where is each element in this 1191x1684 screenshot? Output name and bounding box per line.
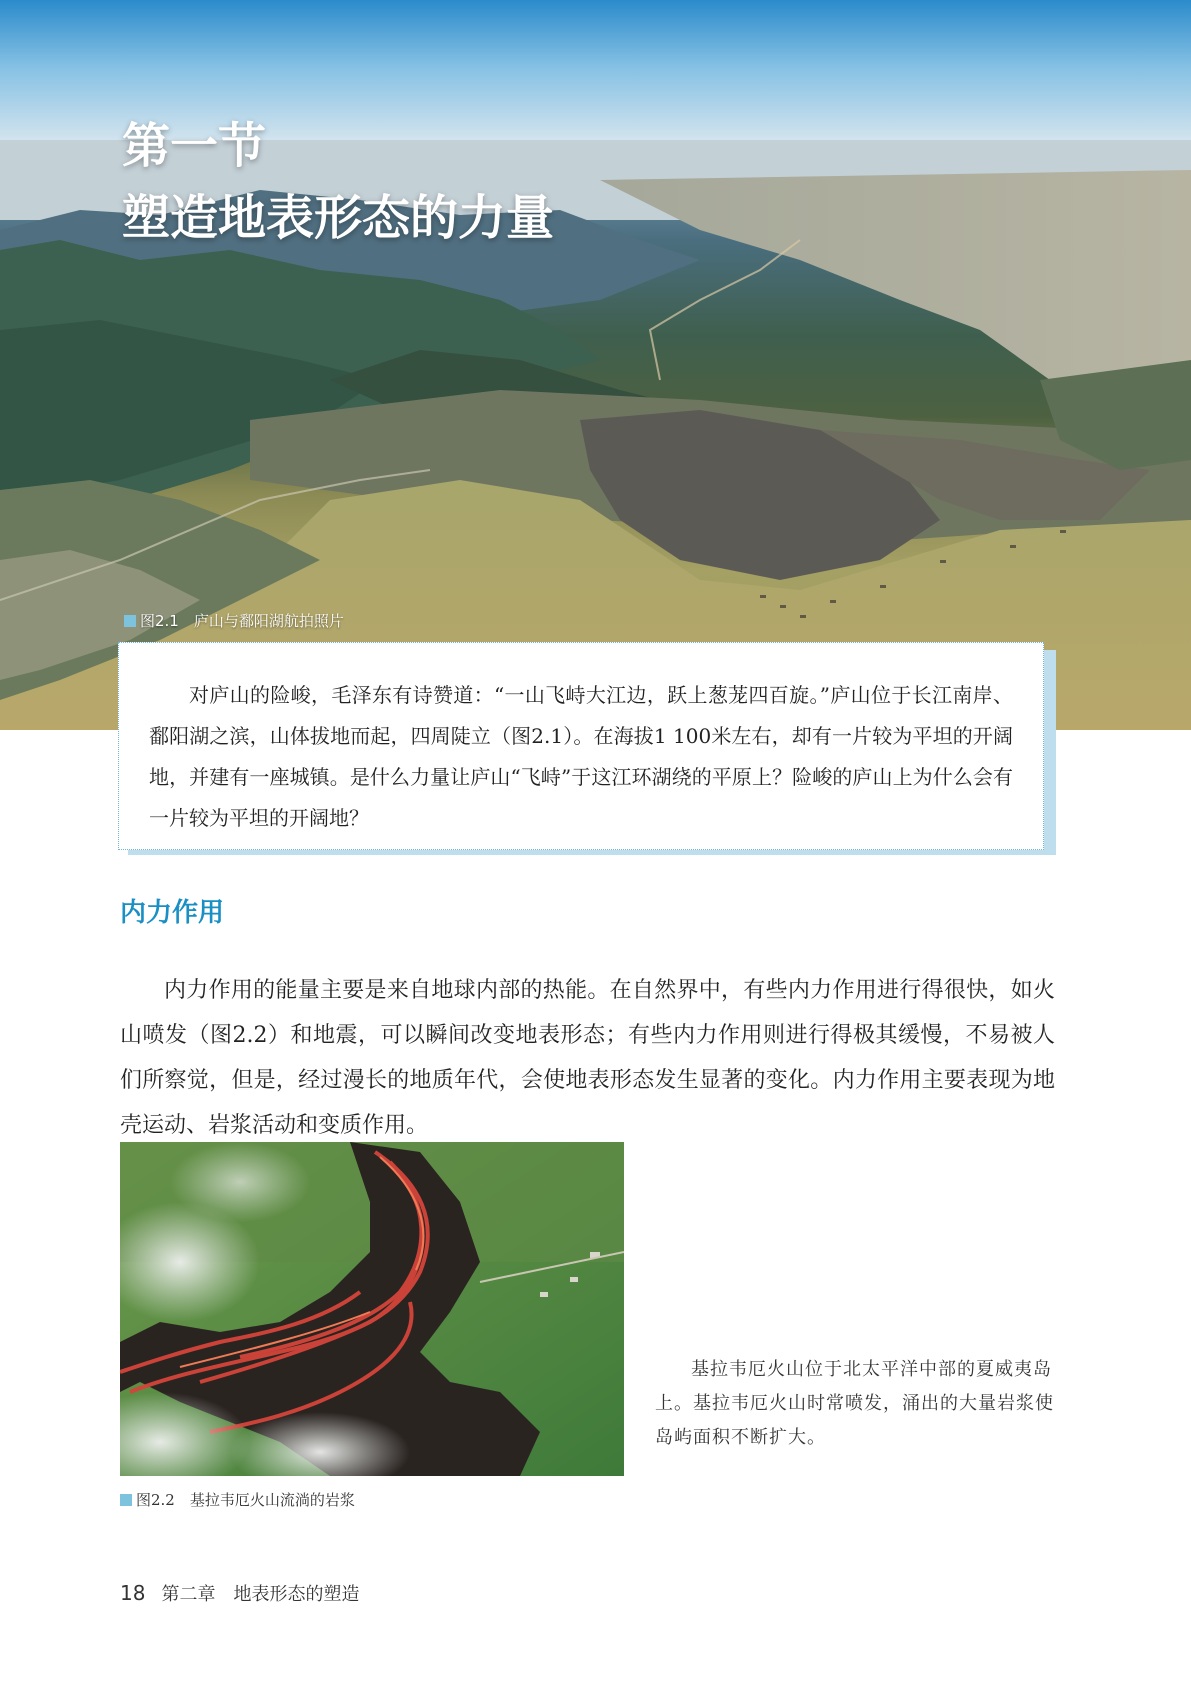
intro-box: [118, 642, 1044, 850]
page-footer: [120, 1580, 359, 1606]
body-paragraph: 内力作用的能量主要是来自地球内部的热能。在自然界中，有些内力作用进行得很快，如火山喷发（图2.2）和地震，可以瞬间改变地表形态；有些内力作用则进行得极其缓慢，不易被人们所察觉，但是，经过漫长的地质年代，会使地表形态发生显著的变化。内力作用主要表现为地壳运动、岩浆活动和变质作用。: [120, 978, 1055, 1138]
figure-caption-2-1: [124, 610, 344, 631]
kilauea-lava-illustration: [120, 1142, 624, 1476]
caption-square-icon: [120, 1494, 132, 1506]
chapter-title: 第二章 地表形态的塑造: [161, 1584, 360, 1605]
figure-caption-text: 图2.1 庐山与鄱阳湖航拍照片: [140, 612, 344, 630]
figure-caption-2-2: [120, 1489, 355, 1510]
section-heading: 内力作用: [120, 898, 225, 928]
figure-caption-text: 图2.2 基拉韦厄火山流淌的岩浆: [136, 1491, 355, 1509]
lava-flow-photo: [120, 1142, 624, 1476]
page-number: 18: [120, 1581, 146, 1605]
section-number: 第一节: [122, 118, 267, 174]
intro-text: 对庐山的险峻，毛泽东有诗赞道：“一山飞峙大江边，跃上葱茏四百旋。”庐山位于长江南岸、鄱阳湖之滨，山体拔地而起，四周陡立（图2.1）。在海拔1 100米左右，却有一片较为平坦的开阔地，并建有一座城镇。是什么力量让庐山“飞峙”于这江环湖绕的平原上？险峻的庐山上为什么会有一片较为平坦的开阔地？: [149, 683, 1013, 830]
section-title: [122, 110, 554, 254]
section-name: 塑造地表形态的力量: [122, 190, 555, 246]
figure-side-note: 基拉韦厄火山位于北太平洋中部的夏威夷岛上。基拉韦厄火山时常喷发，涌出的大量岩浆使岛屿面积不断扩大。: [655, 1359, 1054, 1448]
caption-square-icon: [124, 615, 136, 627]
